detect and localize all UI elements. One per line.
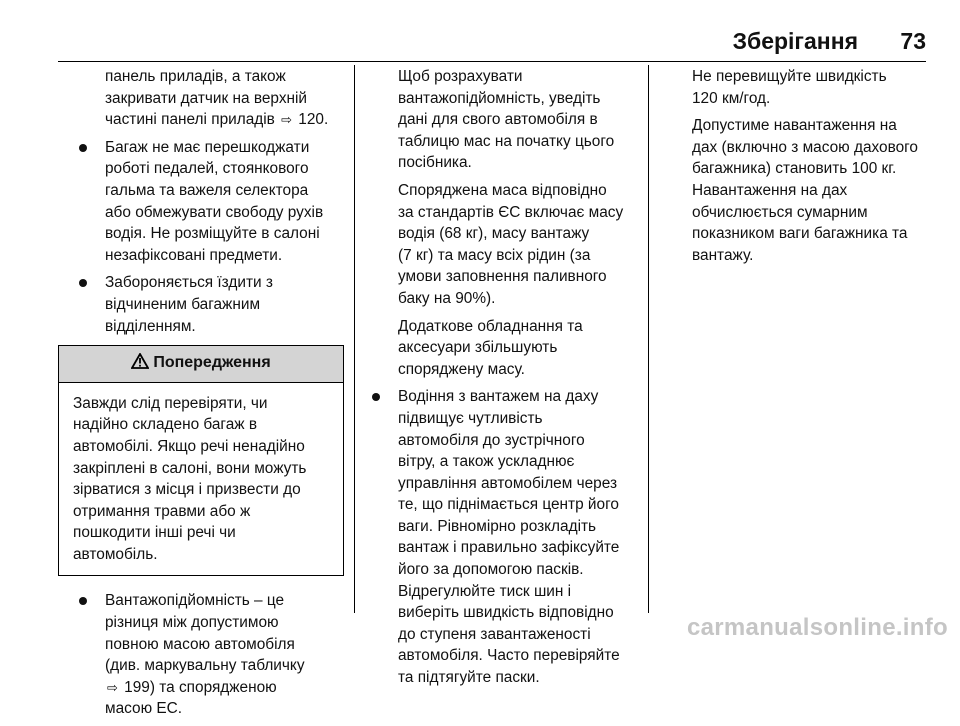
- text-line: надійно складено багаж в: [73, 416, 258, 434]
- text-line: те, що піднімається центр його: [398, 496, 619, 514]
- paragraph: [398, 316, 642, 381]
- text-line: автомобілі. Якщо речі ненадійно: [73, 437, 305, 455]
- text-line: незафіксовані предмети.: [105, 246, 283, 264]
- text-line: за стандартів ЄС включає масу: [398, 203, 624, 221]
- column-1: [58, 66, 344, 726]
- text-line: відділенням.: [105, 317, 196, 335]
- text-line: (7 кг) та масу всіх рідин (за: [398, 246, 591, 264]
- text-line: баку на 90%).: [398, 289, 496, 307]
- text-line: (див. маркувальну табличку: [105, 657, 305, 675]
- list-item: [351, 386, 642, 688]
- text-line: зірватися з місця і призвести до: [73, 481, 301, 499]
- text-line: ваги. Рівномірно розкладіть: [398, 517, 597, 535]
- text-line: Навантаження на дах: [692, 181, 848, 199]
- text-line: споряджену масу.: [398, 360, 525, 378]
- warning-header: [59, 346, 343, 383]
- list-item: [58, 137, 344, 267]
- text-line: багажника) становить 100 кг.: [692, 160, 897, 178]
- page-ref-arrow-icon[interactable]: ⇨: [107, 679, 118, 695]
- text-line: посібника.: [398, 154, 472, 172]
- text-line: таблицю мас на початку цього: [398, 132, 615, 150]
- section-title: Зберігання: [732, 28, 858, 54]
- column-2: [398, 66, 642, 695]
- text-line: відчиненим багажним: [105, 295, 261, 313]
- header-rule: [58, 61, 926, 62]
- page-ref-text[interactable]: 120.: [294, 111, 329, 129]
- text-line: Споряджена маса відповідно: [398, 181, 607, 199]
- text-line: умови заповнення паливного: [398, 268, 607, 286]
- text-line: та підтягуйте паски.: [398, 669, 540, 687]
- text-line: вантажу.: [692, 246, 754, 264]
- intro-paragraph: [58, 66, 344, 131]
- text-line: автомобіля до зустрічного: [398, 431, 585, 449]
- text-line: вантаж і правильно зафіксуйте: [398, 539, 620, 557]
- list-item: [58, 272, 344, 337]
- page-ref-text[interactable]: 199) та спорядженою: [119, 678, 277, 696]
- bullet-dot-icon: [372, 393, 380, 401]
- text-line: масою ЕС.: [105, 700, 183, 718]
- text-line: водія (68 кг), масу вантажу: [398, 225, 590, 243]
- text-line: пошкодити інші речі чи: [73, 524, 236, 542]
- text-line: отримання травми або ж: [73, 502, 251, 520]
- text-line: до ступеня завантаженості: [398, 625, 591, 643]
- column-3: [692, 66, 954, 272]
- page-header: [58, 28, 926, 58]
- page-ref-arrow-icon[interactable]: ⇨: [281, 112, 293, 128]
- text-line: Щоб розрахувати: [398, 68, 523, 85]
- warning-triangle-icon: [131, 353, 149, 376]
- text-line: частині панелі приладів: [105, 111, 280, 129]
- text-line: Вантажопідйомність – це: [105, 592, 285, 610]
- bullet-dot-icon: [79, 144, 87, 152]
- text-line: Забороняється їздити з: [105, 274, 273, 292]
- text-line: Відрегулюйте тиск шин і: [398, 582, 572, 600]
- text-line: управління автомобілем через: [398, 474, 618, 492]
- text-line: дані для свого автомобіля в: [398, 111, 598, 129]
- text-line: Водіння з вантажем на даху: [398, 388, 599, 406]
- paragraph: [692, 66, 954, 109]
- text-line: повною масою автомобіля: [105, 635, 295, 653]
- watermark-logo: carmanualsonline.info: [686, 614, 948, 641]
- page-number: 73: [900, 28, 926, 54]
- bullet-dot-icon: [79, 597, 87, 605]
- text-line: аксесуари збільшують: [398, 339, 558, 357]
- text-line: водія. Не розміщуйте в салоні: [105, 225, 320, 243]
- text-line: роботі педалей, стоянкового: [105, 160, 309, 178]
- column-divider-2: [648, 65, 649, 613]
- text-line: Додаткове обладнання та: [398, 317, 583, 335]
- text-line: його за допомогою пасків.: [398, 561, 584, 579]
- text-line: Допустиме навантаження на: [692, 117, 897, 135]
- text-line: виберіть швидкість відповідно: [398, 604, 614, 622]
- text-line: вітру, а також ускладнює: [398, 453, 575, 471]
- text-line: 120 км/год.: [692, 89, 771, 107]
- text-line: або обмежувати свободу рухів: [105, 203, 324, 221]
- bullet-dot-icon: [79, 279, 87, 287]
- text-line: Багаж не має перешкоджати: [105, 138, 310, 156]
- text-line: різниця між допустимою: [105, 614, 279, 632]
- warning-box: [58, 345, 344, 576]
- text-line: Не перевищуйте швидкість: [692, 68, 887, 85]
- text-line: гальма та важеля селектора: [105, 181, 309, 199]
- text-line: Завжди слід перевіряти, чи: [73, 394, 268, 412]
- paragraph: [398, 66, 642, 174]
- text-line: закривати датчик на верхній: [105, 89, 308, 107]
- warning-body: [59, 383, 343, 576]
- text-line: автомобіля. Часто перевіряйте: [398, 647, 620, 665]
- text-line: показником ваги багажника та: [692, 225, 908, 243]
- paragraph: [398, 180, 642, 310]
- text-line: закріплені в салоні, вони можуть: [73, 459, 307, 477]
- text-line: обчислюється сумарним: [692, 203, 868, 221]
- warning-title: Попередження: [153, 354, 271, 372]
- text-line: підвищує чутливість: [398, 409, 543, 427]
- paragraph: [692, 115, 954, 266]
- list-item: [58, 590, 344, 720]
- text-line: панель приладів, а також: [105, 68, 286, 85]
- text-line: вантажопідйомність, уведіть: [398, 89, 601, 107]
- text-line: дах (включно з масою дахового: [692, 138, 918, 156]
- text-line: автомобіль.: [73, 545, 158, 563]
